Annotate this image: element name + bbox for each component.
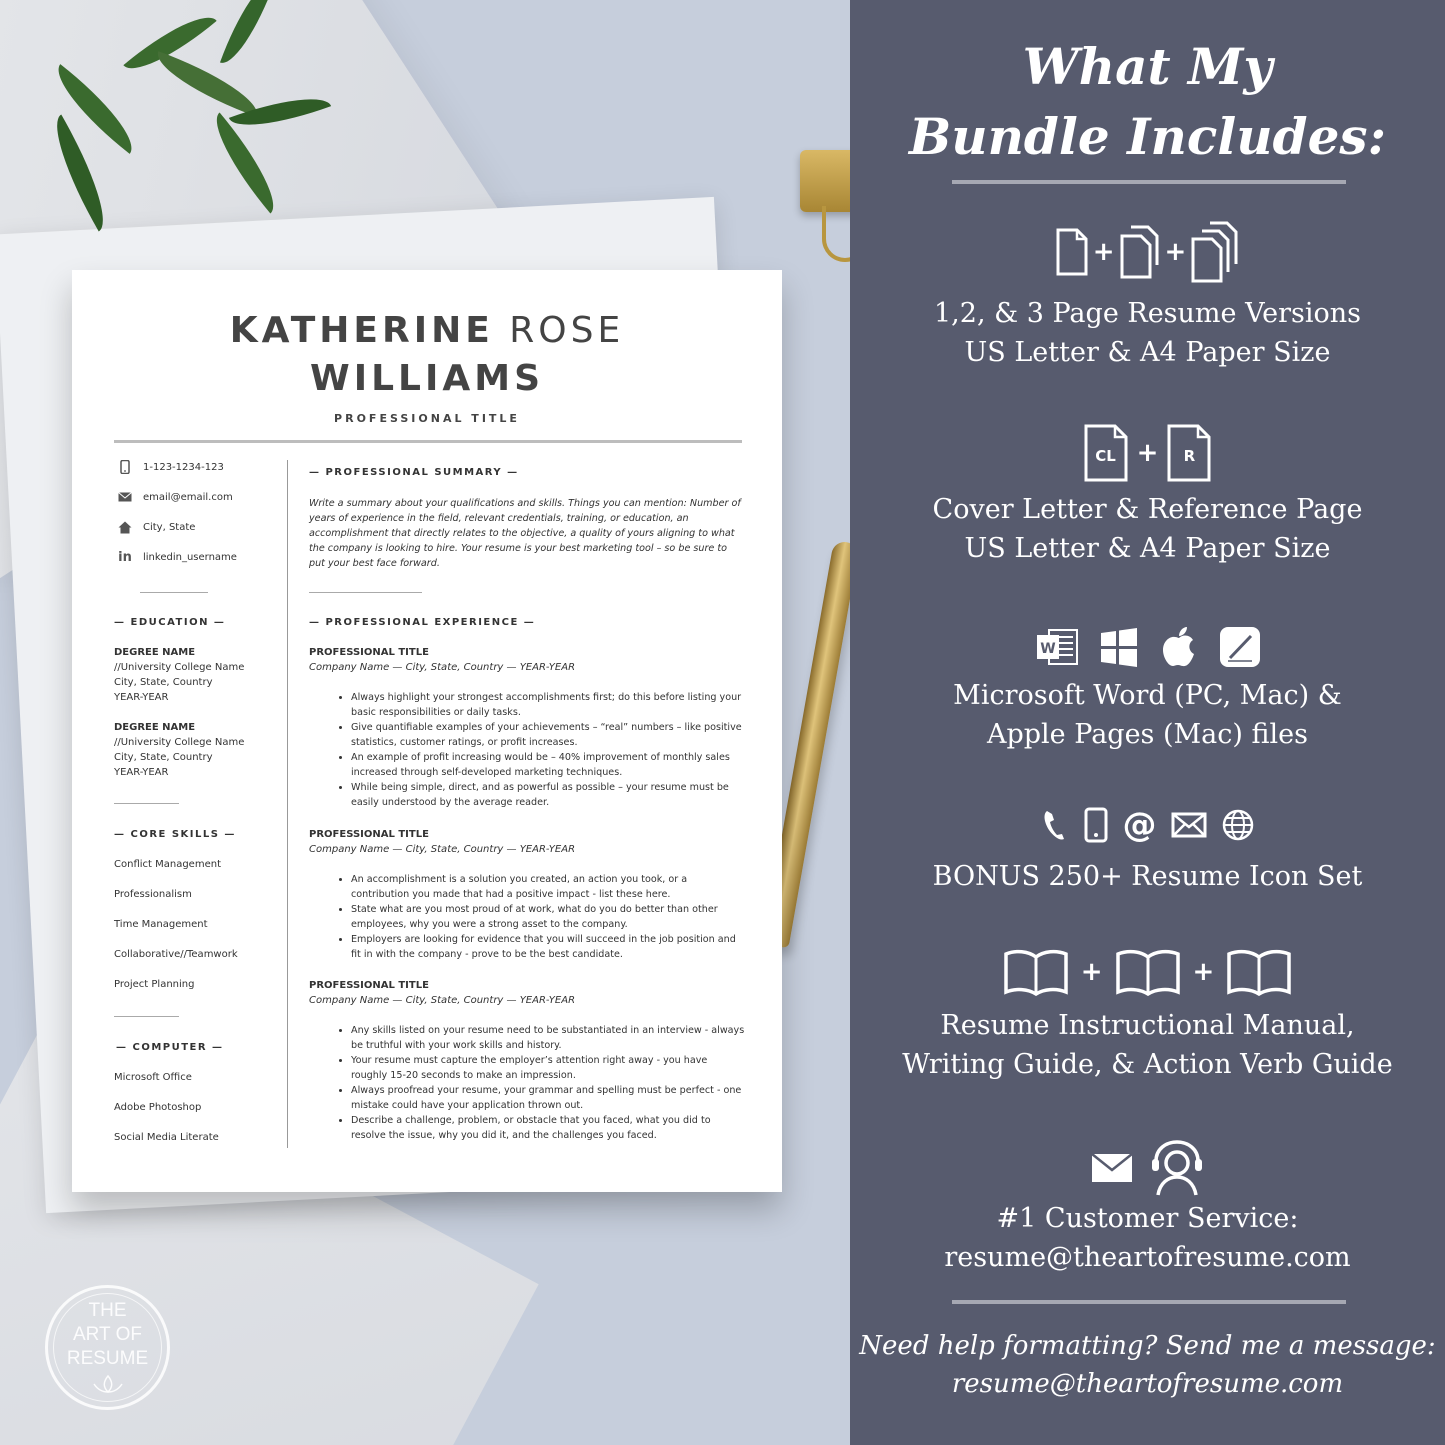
- home-icon: [117, 520, 133, 534]
- education-entry: [114, 645, 279, 705]
- computer-item: Social Media Literate: [114, 1132, 219, 1143]
- column-divider: [287, 460, 288, 1148]
- guide-book-icons: [850, 946, 1445, 998]
- email-text: email@email.com: [143, 491, 233, 503]
- job-company: Company Name — City, State, Country — YEAR-YEAR: [309, 662, 576, 673]
- mobile-phone-icon: [1083, 807, 1109, 843]
- last-name: WILLIAMS: [310, 358, 544, 399]
- resume-sheet: [72, 270, 782, 1192]
- skill-item: Collaborative//Teamwork: [114, 949, 238, 960]
- job-bullet: • An example of profit increasing would be – 40% improvement of monthly sales increased through self-developed marketing techniques.: [351, 750, 745, 780]
- skill-item: Conflict Management: [114, 859, 221, 870]
- job-bullet: • Always highlight your strongest accomplishments first; do this before listing your basic responsibilities or daily tasks.: [351, 690, 745, 720]
- windows-icon: [1099, 627, 1139, 667]
- job-company: Company Name — City, State, Country — YEAR-YEAR: [309, 844, 576, 855]
- linkedin-icon: in: [118, 549, 132, 565]
- software-text: Microsoft Word (PC, Mac) &: [953, 680, 1342, 711]
- school-place: City, State, Country: [114, 752, 213, 763]
- summary-heading: — PROFESSIONAL SUMMARY —: [309, 467, 519, 478]
- page-versions-icons: [850, 222, 1445, 282]
- left-rule: [114, 1016, 179, 1017]
- skills-heading: — CORE SKILLS —: [114, 829, 236, 840]
- lotus-icon: [92, 1374, 124, 1394]
- panel-title-line: Bundle Includes:: [908, 107, 1387, 166]
- footer-divider: [952, 1300, 1346, 1304]
- apple-pages-icon: [1219, 626, 1261, 668]
- service-text: #1 Customer Service:: [996, 1203, 1299, 1234]
- microsoft-word-icon: [1035, 627, 1079, 667]
- experience-entry: [309, 827, 745, 962]
- help-text: Need help formatting? Send me a message:: [859, 1331, 1436, 1361]
- job-bullet: • Always proofread your resume, your grammar and spelling must be perfect - one mistake could have your application thrown out.: [351, 1083, 745, 1113]
- envelope-icon: [117, 490, 133, 504]
- skill-item: Project Planning: [114, 979, 195, 990]
- customer-service-icons: [850, 1138, 1445, 1198]
- cover-size-text: US Letter & A4 Paper Size: [964, 533, 1331, 564]
- job-company: Company Name — City, State, Country — YEAR-YEAR: [309, 995, 576, 1006]
- logo-text-line: ART OF: [73, 1324, 142, 1345]
- phone-handset-icon: [1041, 808, 1069, 842]
- job-title: PROFESSIONAL TITLE: [309, 829, 429, 840]
- envelope-icon: [1171, 812, 1207, 838]
- degree-name: DEGREE NAME: [114, 722, 196, 733]
- art-of-resume-logo: [45, 1285, 170, 1410]
- title-divider: [952, 180, 1346, 184]
- school-years: YEAR-YEAR: [114, 767, 169, 778]
- job-bullet: • Give quantifiable examples of your achievements – “real” numbers – like positive statistics, customer ratings, or profit increases.: [351, 720, 745, 750]
- cover-letter-icon-label: CL: [1095, 447, 1116, 465]
- school-name: //University College Name: [114, 662, 245, 673]
- envelope-icon: [1090, 1152, 1134, 1184]
- open-book-icon: [1003, 948, 1069, 996]
- plus-icon: +: [1192, 957, 1215, 987]
- experience-entry: [309, 645, 745, 810]
- plus-icon: +: [1080, 957, 1103, 987]
- mobile-phone-icon: [117, 460, 133, 474]
- globe-icon: [1221, 808, 1255, 842]
- header-divider: [114, 440, 742, 443]
- open-book-icon: [1115, 948, 1181, 996]
- cover-letter-icon: [1083, 423, 1129, 483]
- software-text-2: Apple Pages (Mac) files: [986, 719, 1308, 750]
- experience-heading: — PROFESSIONAL EXPERIENCE —: [309, 617, 536, 628]
- logo-text-line: RESUME: [66, 1348, 149, 1369]
- school-years: YEAR-YEAR: [114, 692, 169, 703]
- job-bullet: • Describe a challenge, problem, or obstacle that you faced, what you did to resolve the issue, why you did it, and the challenges you faced.: [351, 1113, 745, 1143]
- skill-item: Professionalism: [114, 889, 192, 900]
- job-title: PROFESSIONAL TITLE: [309, 980, 429, 991]
- contact-phone: [117, 460, 224, 474]
- manual-text-2: Writing Guide, & Action Verb Guide: [902, 1049, 1393, 1080]
- education-entry: [114, 720, 279, 780]
- computer-item: Adobe Photoshop: [114, 1102, 202, 1113]
- help-email: resume@theartofresume.com: [951, 1369, 1344, 1399]
- panel-title-line: What My: [1022, 37, 1273, 96]
- two-page-icon: [1119, 224, 1161, 280]
- apple-icon: [1159, 625, 1199, 669]
- single-page-icon: [1055, 227, 1089, 277]
- school-name: //University College Name: [114, 737, 245, 748]
- open-book-icon: [1226, 948, 1292, 996]
- svg-text:W: W: [1039, 641, 1056, 657]
- service-email: resume@theartofresume.com: [944, 1242, 1351, 1273]
- skill-item: Time Management: [114, 919, 208, 930]
- plus-icon: +: [1092, 237, 1115, 267]
- job-bullet: • State what are you most proud of at work, what do you do better than other employees, why you were a strong asset to the company.: [351, 902, 745, 932]
- location-text: City, State: [143, 521, 196, 533]
- contact-location: [117, 520, 195, 534]
- first-name: KATHERINE: [229, 310, 494, 351]
- reference-page-icon: [1166, 423, 1212, 483]
- software-icons: [850, 624, 1445, 670]
- resume-professional-title: PROFESSIONAL TITLE: [334, 412, 520, 425]
- middle-name: ROSE: [509, 310, 625, 351]
- plus-icon: +: [1164, 237, 1187, 267]
- reference-icon-label: R: [1183, 447, 1196, 465]
- computer-item: Microsoft Office: [114, 1072, 192, 1083]
- cover-text: Cover Letter & Reference Page: [932, 494, 1363, 525]
- job-bullet: • Your resume must capture the employer’s attention right away - you have roughly 15-20 seconds to make an impression.: [351, 1053, 745, 1083]
- plus-icon: +: [1136, 438, 1159, 468]
- bonus-text: BONUS 250+ Resume Icon Set: [932, 861, 1363, 892]
- three-page-icon: [1190, 220, 1240, 284]
- bonus-icon-set: [850, 805, 1445, 845]
- contact-email: [117, 490, 233, 504]
- job-bullet: • An accomplishment is a solution you created, an action you took, or a contribution you made that had a positive impact - list these here.: [351, 872, 745, 902]
- bundle-info-panel: [850, 0, 1445, 1445]
- resume-name-first-line: [72, 310, 782, 351]
- experience-entry: [309, 978, 745, 1143]
- logo-text-line: THE: [88, 1300, 127, 1321]
- summary-text: Write a summary about your qualifications and skills. Things you can mention: Number of years of experience in the field, relevant credentials, training, or education, an accomplishment that directly relates to the objective, a quality of yours aligning to what the company is looking to hire. Your resume is your best marketing tool – so be sure to put your best face forward.: [309, 498, 741, 569]
- phone-text: 1-123-1234-123: [143, 461, 224, 473]
- cover-reference-icons: [850, 422, 1445, 484]
- linkedin-text: linkedin_username: [143, 551, 237, 563]
- job-bullet: • Employers are looking for evidence that you will succeed in the job position and fit in with the company - prove to be the best candidate.: [351, 932, 745, 962]
- right-rule: [309, 592, 422, 593]
- job-bullet: • While being simple, direct, and as powerful as possible – your resume must be easily understood by the average reader.: [351, 780, 745, 810]
- school-place: City, State, Country: [114, 677, 213, 688]
- pages-size-text: US Letter & A4 Paper Size: [964, 337, 1331, 368]
- education-heading: — EDUCATION —: [114, 617, 226, 628]
- degree-name: DEGREE NAME: [114, 647, 196, 658]
- at-sign-icon: @: [1122, 805, 1157, 845]
- left-rule: [114, 803, 179, 804]
- pages-text: 1,2, & 3 Page Resume Versions: [934, 298, 1361, 329]
- contact-linkedin: [117, 550, 237, 564]
- support-headset-icon: [1148, 1139, 1206, 1197]
- left-rule: [140, 592, 208, 593]
- computer-heading: — COMPUTER —: [116, 1042, 224, 1053]
- manual-text: Resume Instructional Manual,: [940, 1010, 1355, 1041]
- job-bullet: • Any skills listed on your resume need to be substantiated in an interview - always be truthful with your work skills and history.: [351, 1023, 745, 1053]
- job-title: PROFESSIONAL TITLE: [309, 647, 429, 658]
